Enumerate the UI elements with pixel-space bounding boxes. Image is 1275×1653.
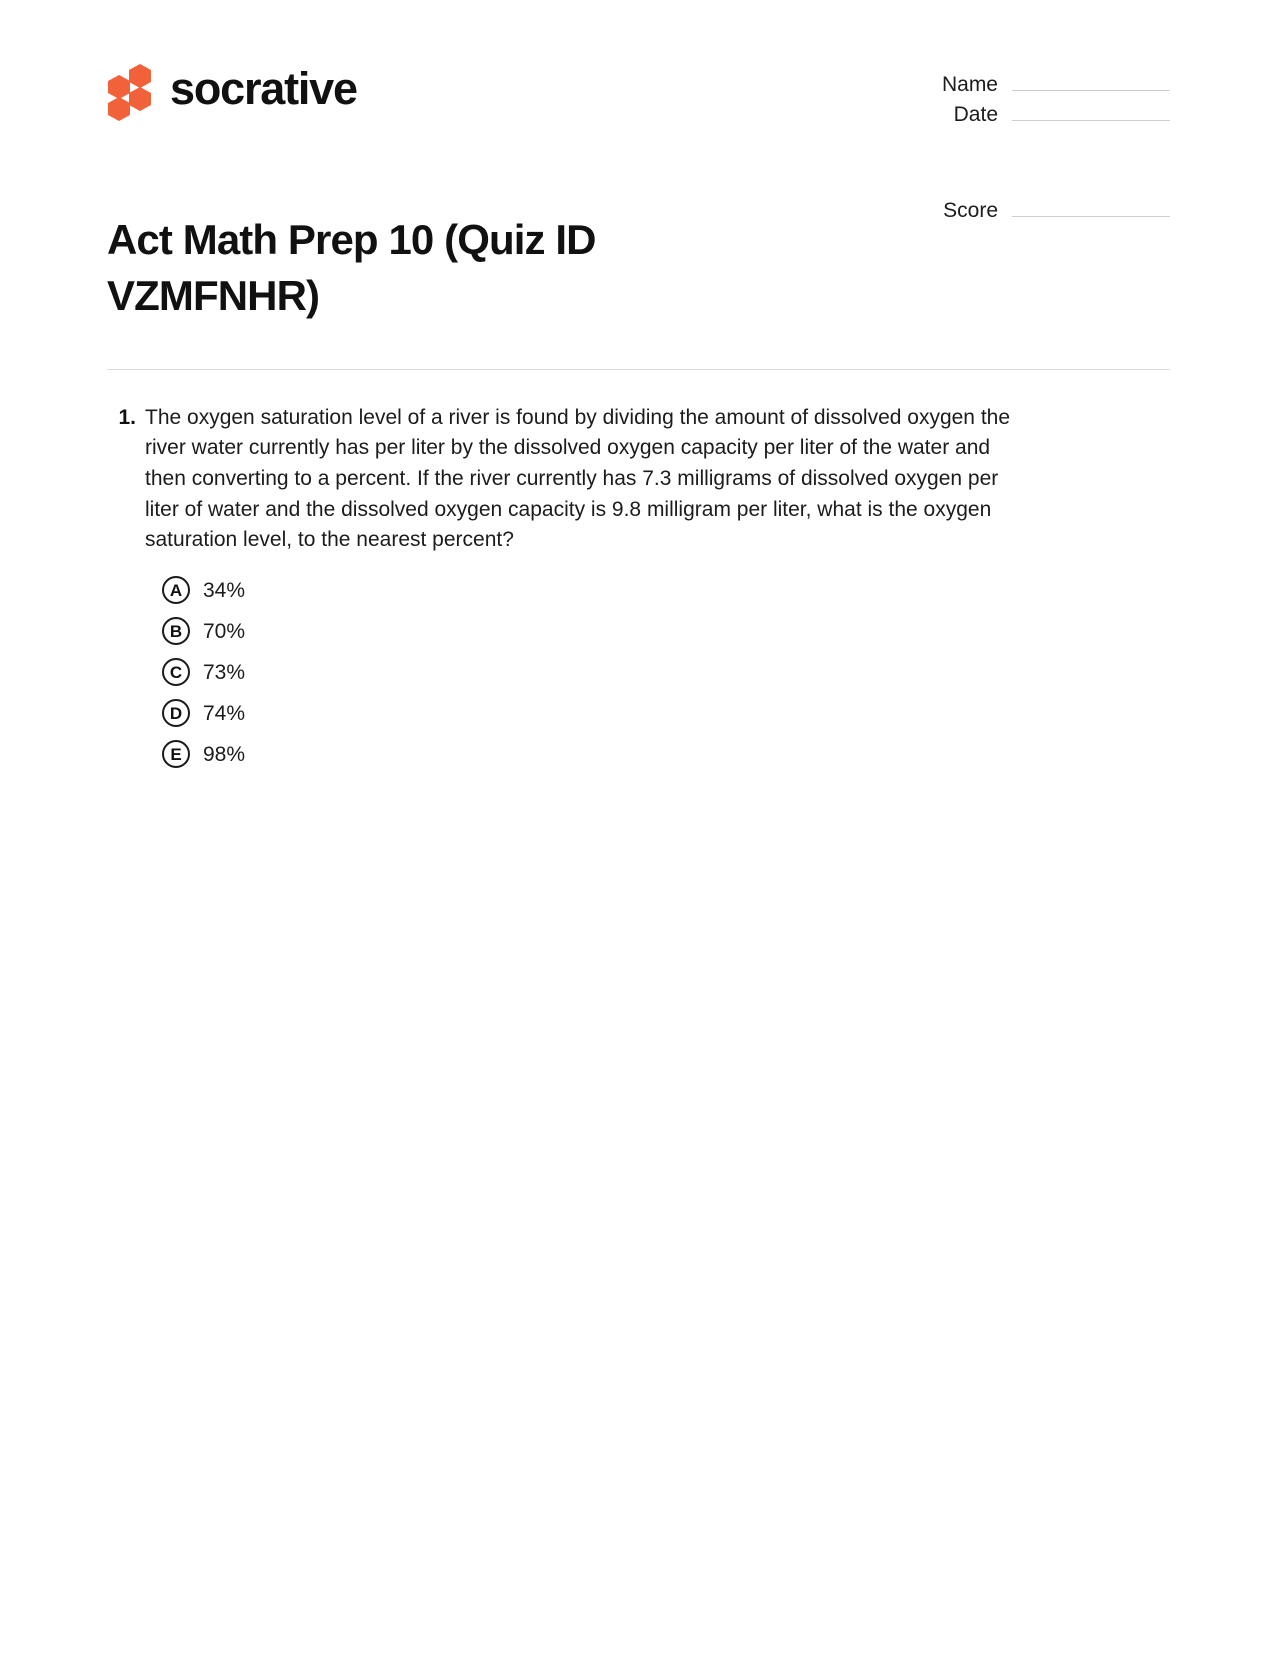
score-field-row	[848, 200, 1170, 230]
hexagon-bottom-left-icon	[108, 97, 130, 121]
answer-choice-a[interactable]	[162, 570, 1170, 611]
answer-choice-c[interactable]	[162, 652, 1170, 693]
question-number: 1.	[118, 405, 136, 429]
socrative-hexagon-logo-icon	[107, 64, 153, 112]
question-text: The oxygen saturation level of a river is found by dividing the amount of dissolved oxygen the river water currently has per liter by the dissolved oxygen capacity per liter of the water and then converting to a percent. If the river currently has 7.3 milligrams of dissolved oxygen per liter of water and the dissolved oxygen capacity is 9.8 milligram per liter, what is the oxygen saturation level, to the nearest percent?	[145, 405, 1011, 552]
answer-choice-d[interactable]	[162, 693, 1170, 734]
name-field-row	[848, 74, 1170, 104]
choice-bubble-a[interactable]: A	[162, 576, 190, 604]
page-title: Act Math Prep 10 (Quiz ID VZMFNHR)	[107, 216, 596, 320]
answer-choice-b[interactable]	[162, 611, 1170, 652]
student-info-block	[848, 58, 1170, 230]
choice-bubble-b[interactable]: B	[162, 617, 190, 645]
choice-label-b: 70%	[203, 619, 246, 643]
score-label: Score	[943, 199, 998, 222]
hexagon-top-right-icon	[129, 64, 151, 88]
socrative-brand	[107, 58, 357, 112]
date-field-row	[848, 104, 1170, 134]
choice-bubble-e[interactable]: E	[162, 740, 190, 768]
answer-choices-list	[107, 570, 1170, 775]
date-label: Date	[953, 103, 998, 126]
name-label: Name	[941, 73, 998, 96]
choice-label-a: 34%	[203, 578, 246, 602]
choice-bubble-d[interactable]: D	[162, 699, 190, 727]
score-input-line[interactable]	[1012, 216, 1170, 217]
choice-label-d: 74%	[203, 701, 246, 725]
brand-wordmark: socrative	[170, 62, 357, 114]
choice-bubble-c[interactable]: C	[162, 658, 190, 686]
meta-spacer	[848, 134, 1170, 200]
name-input-line[interactable]	[1012, 90, 1170, 91]
choice-label-e: 98%	[203, 742, 246, 766]
hexagon-middle-right-icon	[129, 87, 151, 111]
answer-choice-e[interactable]	[162, 734, 1170, 775]
questions-container	[0, 370, 1275, 775]
question-item	[107, 403, 1170, 556]
choice-label-c: 73%	[203, 660, 246, 684]
hexagon-middle-left-icon	[108, 75, 130, 99]
page-header	[0, 0, 1275, 230]
date-input-line[interactable]	[1012, 120, 1170, 121]
